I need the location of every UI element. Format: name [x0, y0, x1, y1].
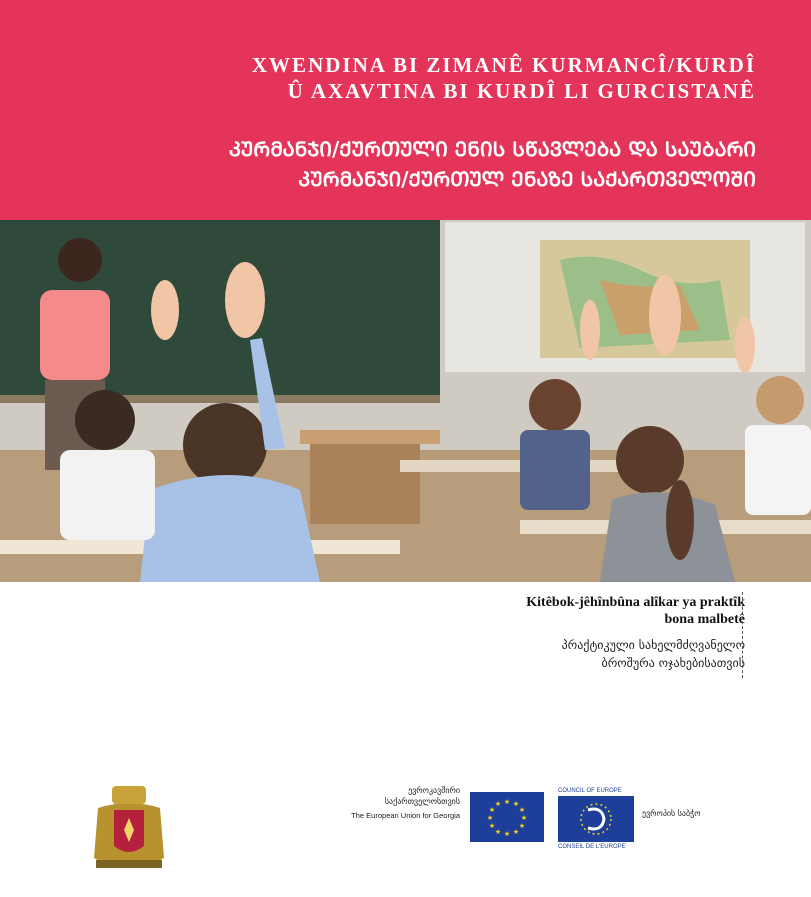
coe-top-label: COUNCIL OF EUROPE [558, 788, 622, 794]
svg-text:★: ★ [494, 828, 502, 836]
svg-text:★: ★ [518, 806, 526, 814]
subtitle-georgian-line1: პრაქტიკული სახელმძღვანელო [561, 638, 745, 652]
svg-text:★: ★ [503, 830, 511, 838]
council-of-europe-logo [558, 788, 634, 852]
svg-text:★: ★ [512, 800, 520, 808]
subtitle-georgian [405, 636, 745, 672]
svg-text:★: ★ [488, 806, 496, 814]
svg-text:★: ★ [518, 822, 526, 830]
kurdish-title-line2: Û AXAVTINA BI KURDÎ LI GURCISTANÊ [287, 79, 756, 103]
subtitle-kurdish-line2: bona malbetê [664, 612, 745, 627]
subtitle-georgian-line2: ბროშურა ოჯახებისათვის [601, 656, 745, 670]
eu-flag-icon [470, 792, 544, 842]
eu-georgian-line1: ევროკავშირი [408, 786, 460, 795]
classroom-photo [0, 220, 811, 582]
subtitle-divider [742, 592, 743, 678]
subtitle-kurdish-line1: Kitêbok-jêhînbûna alîkar ya praktîk [526, 595, 745, 610]
logo-strip [0, 760, 811, 897]
svg-text:★: ★ [512, 828, 520, 836]
svg-text:★: ★ [494, 800, 502, 808]
georgian-title-line2: ᲙᲣᲠᲛᲐᲜᲯᲘ/ᲥᲣᲠᲗᲣᲚ ᲔᲜᲐᲖᲔ ᲡᲐᲥᲐᲠᲗᲕᲔᲚᲝᲨᲘ [298, 167, 756, 191]
svg-text:★: ★ [503, 798, 511, 806]
eu-english-label: The European Union for Georgia [351, 811, 460, 820]
kurdish-title [252, 52, 756, 104]
kurdish-title-line1: XWENDINA BI ZIMANÊ KURMANCÎ/KURDÎ [251, 53, 756, 77]
coe-georgian-label: ევროპის საბჭო [642, 809, 701, 818]
coe-emblem-icon [558, 796, 634, 842]
booklet-subtitle [405, 594, 745, 672]
coat-of-arms-icon [74, 778, 184, 878]
coe-bottom-label: CONSEIL DE L'EUROPE [558, 844, 626, 850]
svg-text:★: ★ [520, 814, 528, 822]
eu-georgian-line2: საქართველოსთვის [384, 797, 460, 806]
svg-text:★: ★ [486, 814, 494, 822]
georgian-title [229, 134, 756, 194]
eu-for-georgia-label [320, 785, 460, 821]
cover-header [0, 0, 811, 220]
svg-text:★: ★ [488, 822, 496, 830]
classroom-illustration [0, 220, 811, 582]
georgian-title-line1: ᲙᲣᲠᲛᲐᲜᲯᲘ/ᲥᲣᲠᲗᲣᲚᲘ ᲔᲜᲘᲡ ᲡᲬᲐᲕᲚᲔᲑᲐ ᲓᲐ ᲡᲐᲣᲑᲐᲠᲘ [229, 137, 756, 161]
